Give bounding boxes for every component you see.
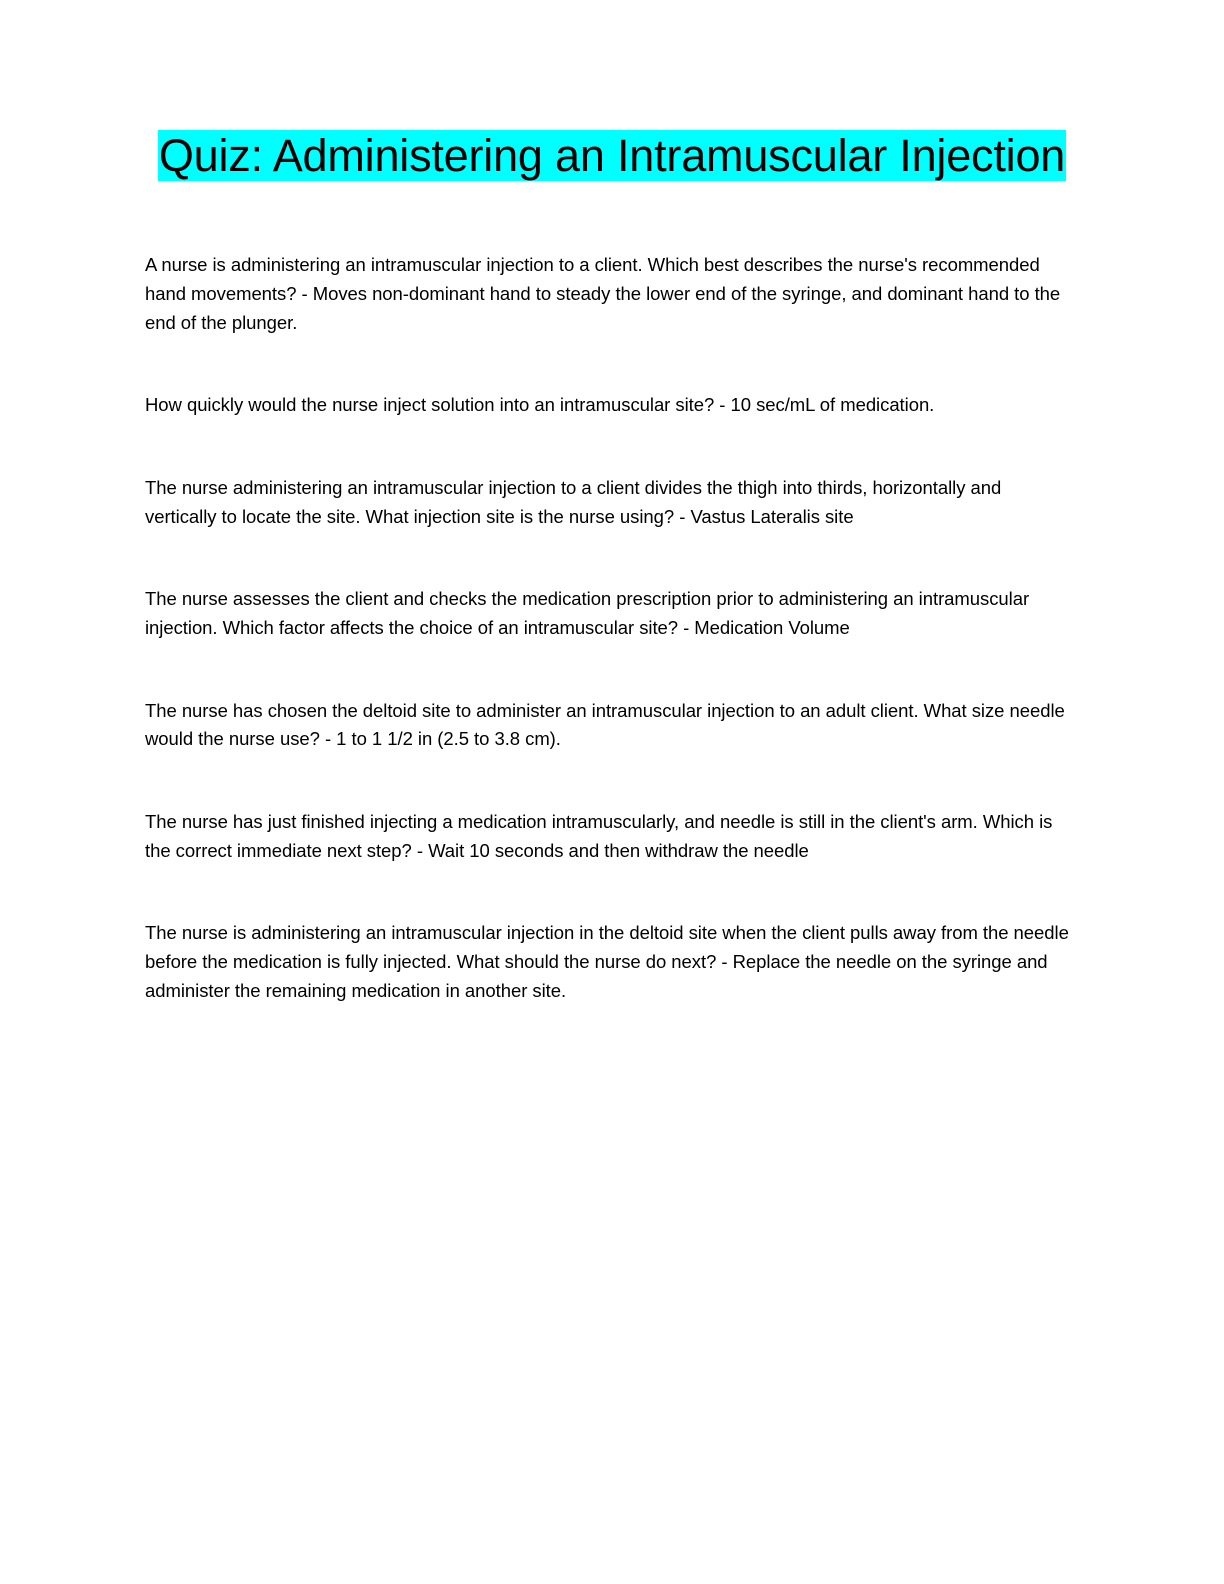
quiz-entry: The nurse is administering an intramuscular injection in the deltoid site when the client pulls away from the needle before the medication is fully injected. What should the nurse do next? - Replace the needle on the syringe and administer the remaining medication in another site. [145, 922, 1069, 1001]
title-block [0, 0, 1224, 183]
quiz-entry: The nurse assesses the client and checks the medication prescription prior to administering an intramuscular injection. Which factor affects the choice of an intramuscular site? - Medication Volume [145, 588, 1030, 639]
quiz-entry: The nurse has chosen the deltoid site to administer an intramuscular injection to an adult client. What size needle would the nurse use? - 1 to 1 1/2 in (2.5 to 3.8 cm). [145, 699, 1065, 750]
quiz-entry: A nurse is administering an intramuscular injection to a client. Which best describes the nurse's recommended hand movements? - Moves non-dominant hand to steady the lower end of the syringe, and dominant hand to the end of the plunger. [145, 254, 1061, 333]
quiz-entry: The nurse has just finished injecting a medication intramuscularly, and needle is still in the client's arm. Which is the correct immediate next step? - Wait 10 seconds and then withdraw the needle [145, 811, 1053, 861]
page-title-text: Quiz: Administering an Intramuscular Injection [158, 130, 1066, 181]
quiz-entry: How quickly would the nurse inject solution into an intramuscular site? - 10 sec/mL of medication. [145, 394, 935, 416]
quiz-entry: The nurse administering an intramuscular injection to a client divides the thigh into thirds, horizontally and vertically to locate the site. What injection site is the nurse using? - Vastus Lateralis site [145, 477, 1002, 527]
page-title [150, 128, 1074, 183]
quiz-questions-list [0, 251, 1224, 1005]
